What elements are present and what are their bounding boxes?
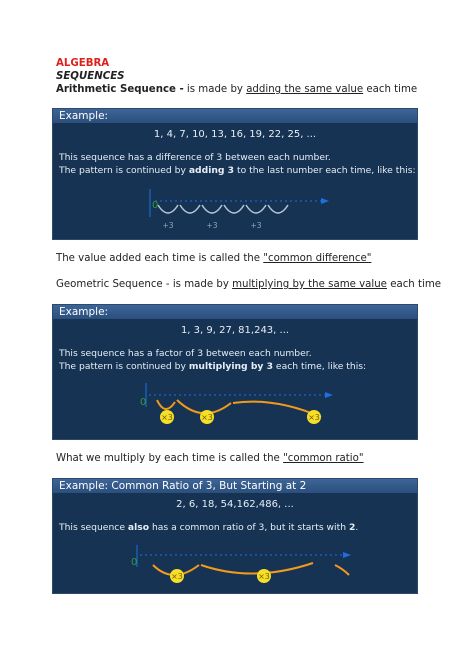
arithmetic-desc-line2	[59, 165, 416, 177]
arithmetic-intro-bold: Arithmetic Sequence -	[56, 84, 184, 95]
geometric-intro-a: Geometric Sequence - is made by	[56, 279, 233, 290]
common-difference-link: "common difference"	[263, 253, 372, 264]
number-line-arrowhead	[343, 552, 351, 558]
hop-arc	[224, 205, 244, 213]
hop-step-label: +3	[206, 221, 218, 230]
ratio-badge-label: ×3	[308, 413, 320, 422]
geometric-start-2-desc	[59, 522, 358, 534]
geometric-intro	[56, 278, 441, 291]
hop-arc	[268, 205, 288, 213]
hop-arc	[180, 205, 200, 213]
common-ratio-link: "common ratio"	[283, 453, 364, 464]
hop-arc-1	[157, 400, 175, 409]
geometric-box-title: Example:	[53, 305, 417, 319]
geometric-number-line-diagram	[53, 381, 417, 437]
geometric-start-2-desc-bold: also	[127, 522, 150, 533]
geometric-desc-line2-bold: multiplying by 3	[188, 361, 273, 372]
arithmetic-example-box	[52, 108, 418, 240]
hop-step-label: +3	[162, 221, 174, 230]
common-difference-text: The value added each time is called the	[56, 253, 264, 264]
number-line-zero-label: 0	[131, 557, 138, 568]
geometric-start-2-box-title: Example: Common Ratio of 3, But Starting at 2	[53, 479, 417, 493]
hop-step-label: +3	[250, 221, 262, 230]
hop-arc-2	[201, 563, 313, 574]
geometric-desc-line1: This sequence has a factor of 3 between each number.	[59, 348, 312, 359]
topic-heading: ALGEBRA	[56, 58, 110, 69]
ratio-badge-label: ×3	[171, 572, 183, 581]
common-ratio-text: What we multiply by each time is called the	[56, 453, 284, 464]
arithmetic-desc-line2-b: to the last number each time, like this:	[234, 165, 416, 176]
geometric-intro-end: each time	[386, 279, 442, 290]
geometric-start-2-example-box	[52, 478, 418, 594]
geometric-start-2-desc-a: This sequence	[59, 522, 128, 533]
geometric-desc-line2-a: The pattern is continued by	[59, 361, 189, 372]
arithmetic-sequence: 1, 4, 7, 10, 13, 16, 19, 22, 25, ...	[153, 129, 317, 140]
geometric-start-2-number-line-diagram	[53, 543, 417, 591]
arithmetic-desc-line1: This sequence has a difference of 3 between each number.	[59, 152, 331, 163]
geometric-start-2-desc-end: .	[355, 522, 359, 533]
geometric-intro-link: multiplying by the same value	[232, 279, 387, 290]
number-line-zero-label: 0	[140, 397, 147, 408]
number-line-arrowhead	[325, 392, 333, 398]
geometric-start-2-desc-b: has a common ratio of 3, but it starts with	[149, 522, 349, 533]
arithmetic-intro	[56, 83, 417, 96]
arithmetic-hops	[158, 205, 288, 230]
arithmetic-number-line-diagram	[53, 187, 417, 237]
number-line-arrowhead	[321, 198, 329, 204]
hop-arc-3	[335, 565, 349, 575]
number-line-zero-label: 0	[152, 200, 159, 211]
arithmetic-desc-line2-bold: adding 3	[188, 165, 235, 176]
arithmetic-intro-mid: is made by	[183, 84, 247, 95]
geometric-desc-line2-b: each time, like this:	[273, 361, 367, 372]
geometric-sequence: 1, 3, 9, 27, 81,243, ...	[180, 325, 290, 336]
geometric-example-box	[52, 304, 418, 440]
hop-arc	[202, 205, 222, 213]
arithmetic-box-title: Example:	[53, 109, 417, 123]
ratio-badge-label: ×3	[201, 413, 213, 422]
geometric-start-2-sequence: 2, 6, 18, 54,162,486, ...	[176, 499, 294, 510]
subtopic-heading: SEQUENCES	[56, 71, 125, 82]
arithmetic-intro-end: each time	[363, 84, 418, 95]
common-ratio-sentence	[56, 452, 364, 465]
ratio-badge-label: ×3	[161, 413, 173, 422]
geometric-desc-line2	[59, 361, 366, 373]
hop-arc	[246, 205, 266, 213]
hop-arc	[158, 205, 178, 213]
arithmetic-intro-link: adding the same value	[246, 84, 364, 95]
arithmetic-desc-line2-a: The pattern is continued by	[59, 165, 189, 176]
geometric-start-2-desc-bold2: 2	[348, 522, 356, 533]
common-difference-sentence	[56, 252, 371, 265]
ratio-badge-label: ×3	[258, 572, 270, 581]
